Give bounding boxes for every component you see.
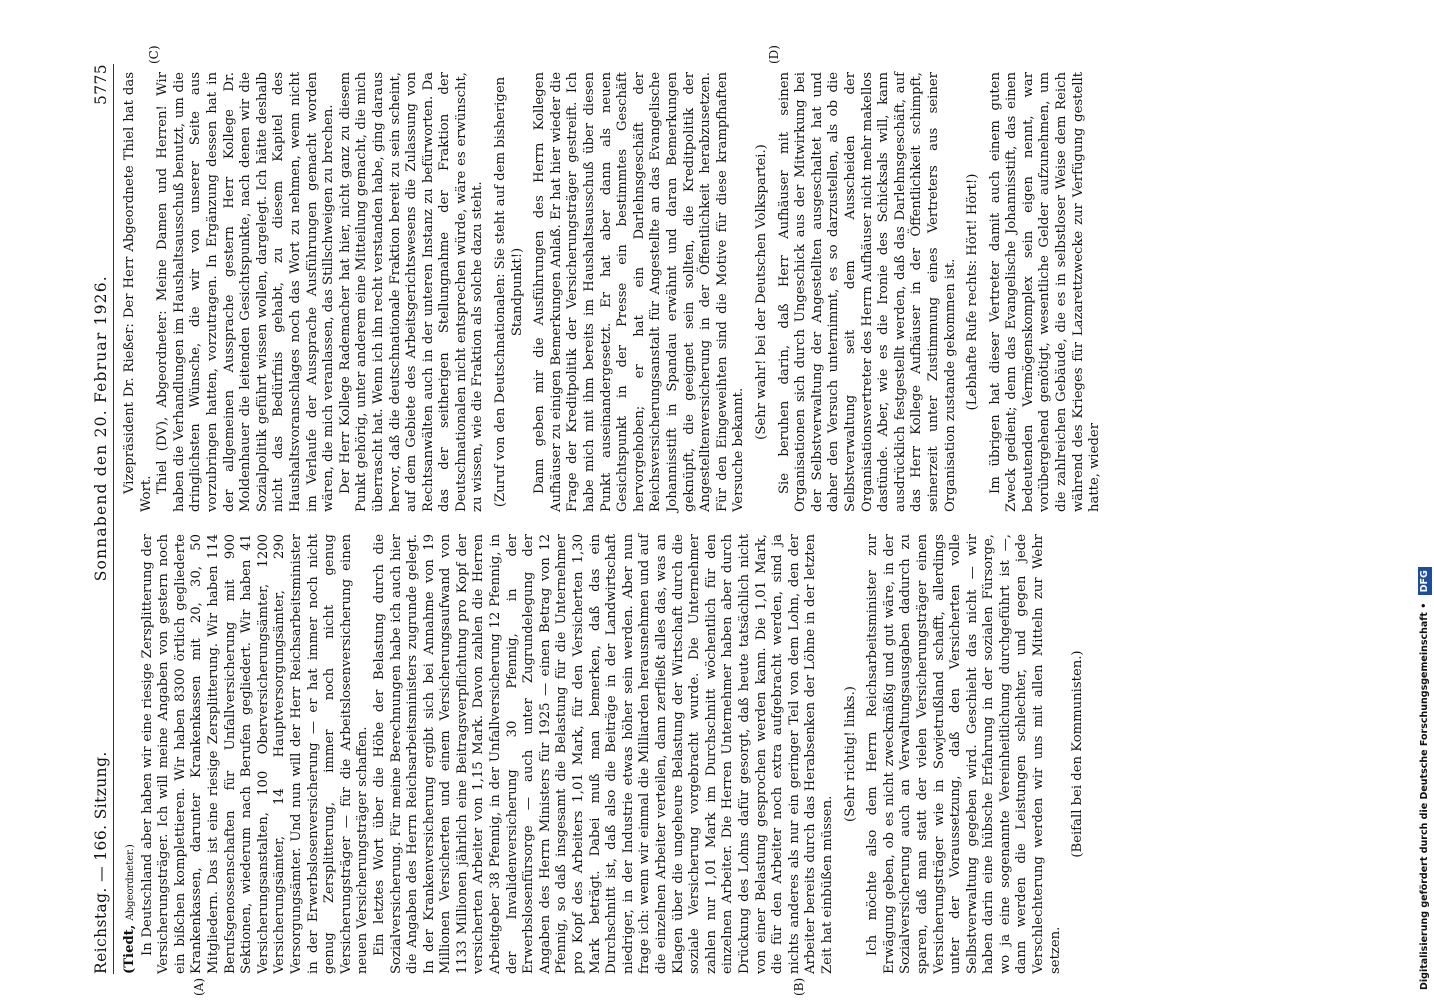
margin-mark-d: (D) bbox=[767, 45, 781, 64]
interjection: (Sehr wahr! bei der Deutschen Volkspartei.) bbox=[753, 144, 769, 440]
left-paragraph-2: Ein letztes Wort über die Höhe der Belastung durch die Sozialversicherung. Für meine Berechnungen habe ich auch hier die Angaben des Herrn Reichsarbeitsministers zugrunde gelegt. In der Krankenversicherung ergibt sich bei Annahme von 19 Millionen Versicherten und einem Versicherungsaufwand von 1133 Millionen jährlich eine Beitragsverpflichtung pro Kopf der versicherten Arbeiter von 1,15 Mark. Davon zahlen die Herren Arbeitgeber 38 Pfennig, in der Unfallversicherung 12 Pfennig, in der Invalidenversicherung 30 Pfennig, in der Erwerbslosenfürsorge — auch unter Zugrundelegung der Angaben des Herrn Ministers für 1925 — einen Betrag von 12 Pfennig, so daß insgesamt die Belastung für die Unternehmer pro Kopf des Arbeiters 1,01 Mark, für den Versicherten 1,30 Mark beträgt. Dabei muß man bemerken, daß das ein Durchschnitt ist, daß also die Beiträge in der Landwirtschaft niedriger, in der Industrie etwas höher sein werden. Aber nun frage ich: wenn wir einmal die Milliarden herausnehmen und auf die einzelnen Arbeiter verteilen, dann zerfließt alles das, was an Klagen über die ungeheure Belastung der Wirtschaft durch die soziale Versicherung vorgebracht wurde. Die Unternehmer zahlen nur 1,01 Mark im Durchschnitt wöchentlich für den einzelnen Arbeiter. Die Herren Unternehmer haben aber durch Drückung des Lohns dafür gesorgt, daß heute tatsächlich nicht von einer Belastung gesprochen werden kann. Die 1,01 Mark, die für den Arbeiter noch extra aufgebracht werden, sind ja nichts anderes als nur ein geringer Teil von dem Lohn, den der Arbeiter bereits durch das Herabsenken der Löhne in der letzten Zeit hat einbüßen müssen. bbox=[371, 534, 835, 974]
margin-mark-c: (C) bbox=[147, 45, 161, 64]
digitization-note: Digitalisierung gefördert durch die Deutsche Forschungsgemeinschaft • DFG bbox=[1418, 10, 1432, 990]
margin-mark-a: (A) bbox=[192, 977, 206, 996]
dfg-logo: DFG bbox=[1418, 567, 1432, 595]
margin-mark-b: (B) bbox=[792, 977, 806, 996]
header-left: Reichstag. — 166. Sitzung. bbox=[92, 751, 111, 974]
digitization-text: Digitalisierung gefördert durch die Deutsche Forschungsgemeinschaft bbox=[1419, 612, 1430, 990]
right-paragraph-3: Der Herr Kollege Rademacher hat hier, nicht ganz zu diesem Punkt gehörig, unter anderem eine Mitteilung gemacht, die mich überrascht hat. Wenn ich ihn recht verstanden habe, ging daraus hervor, daß die deutschnationale Fraktion bereit zu sein scheint, auf dem Gebiete des Arbeitsgerichtswesens die Zulassung von Rechtsanwälten auch in der unteren Instanz zu befürworten. Da das der seitherigen Stellungnahme der Fraktion der Deutschnationalen nicht entsprechen würde, wäre es erwünscht, zu wissen, wie die Fraktion als solche dazu steht. bbox=[337, 72, 486, 512]
right-paragraph-2: Thiel (DV), Abgeordneter: Meine Damen und Herren! Wir haben die Verhandlungen im Haushaltsausschuß benutzt, um die dringlichsten Wünsche, die wir von unserer Seite aus vorzubringen hatten, vorzutragen. In Ergänzung dessen hat in der allgemeinen Aussprache gestern Herr Kollege Dr. Moldenhauer die leitenden Gesichtspunkte, nach denen wir die Sozialpolitik geführt wissen wollen, dargelegt. Ich hätte deshalb nicht das Bedürfnis gehabt, zu diesem Kapitel des Haushaltsvoranschlages noch das Wort zu nehmen, wenn nicht im Verlaufe der Aussprache Ausführungen gemacht worden wären, die mich veranlassen, das Stillschweigen zu brechen. bbox=[155, 72, 337, 512]
applause-note: (Beifall bei den Kommunisten.) bbox=[1070, 650, 1086, 858]
left-column bbox=[122, 534, 1322, 974]
right-column bbox=[122, 72, 1322, 512]
running-head bbox=[86, 64, 110, 974]
right-paragraph-6: Im übrigen hat dieser Vertreter damit auch einem guten Zweck gedient; denn das Evangelische Johannisstift, das einen bedeutenden Vermögenskomplex sein eigen nennt, war vorübergehend genötigt, wesentliche Gelder aufzunehmen, um die zahlreichen Gebäude, die es in selbstloser Weise dem Reich während des Krieges für Lazarettzwecke zur Verfügung gestellt hatte, wieder bbox=[987, 72, 1103, 512]
printed-sheet bbox=[86, 45, 1326, 996]
right-paragraph-4: Dann geben mir die Ausführungen des Herrn Kollegen Aufhäuser zu einigen Bemerkungen Anlaß. Er hat hier wieder die Frage der Kreditpolitik der Versicherungsträger gestreift. Ich habe mich mit ihm bereits im Haushaltsausschuß über diesen Punkt auseinandergesetzt. Er hat aber dann als neuen Gesichtspunkt in der Presse ein bestimmtes Geschäft hervorgehoben; er hat ein Darlehnsgeschäft der Reichsversicherungsanstalt für Angestellte an das Evangelische Johannisstift in Spandau erwähnt und daran Bemerkungen geknüpft, die geeignet sein sollten, die Kreditpolitik der Angestelltenversicherung in der Öffentlichkeit herabzusetzen. Für den Eingeweihten sind die Motive für diese krampfhaften Versuche bekannt. bbox=[532, 72, 747, 512]
interjection: (Lebhafte Rufe rechts: Hört! Hört!) bbox=[965, 173, 981, 411]
header-date: Sonnabend den 20. Februar 1926. bbox=[92, 275, 111, 582]
speaker-role: Abgeordneter.) bbox=[125, 844, 136, 921]
right-paragraph-1: Vizepräsident Dr. Rießer: Der Herr Abgeordnete Thiel hat das Wort. bbox=[122, 72, 154, 512]
speaker-tag: (Tiedt, bbox=[122, 924, 137, 974]
speaker-line bbox=[122, 534, 140, 974]
right-paragraph-5: Sie beruhen darin, daß Herr Aufhäuser mit seinen Organisationen sich durch Ungeschick aus der Mitwirkung bei der Selbstverwaltung der Angestellten ausgeschaltet hat und daher den Versuch unternimmt, es so darzustellen, als ob die Selbstverwaltung seit dem Ausscheiden der Organisationsvertreter des Herrn Aufhäuser nicht mehr makellos dastünde. Aber, wie es die Ironie des Schicksals will, kann ausdrücklich festgestellt werden, daß das Darlehnsgeschäft, auf das Herr Kollege Aufhäuser in der Öffentlichkeit schimpft, seinerzeit unter Zustimmung eines Vertreters aus seiner Organisation zustande gekommen ist. bbox=[776, 72, 958, 512]
left-paragraph-1: In Deutschland aber haben wir eine riesige Zersplitterung der Versicherungsträger. Ich will meine Angaben von gestern noch ein bißchen komplettieren. Wir haben 8300 örtlich gegliederte Krankenkassen, darunter Krankenkassen mit 20, 30, 50 Mitgliedern. Das ist eine riesige Zersplitterung. Wir haben 114 Berufsgenossenschaften für Unfallversicherung mit 900 Sektionen, wiederum nach Berufen gegliedert. Wir haben 41 Versicherungsanstalten, 100 Oberversicherungsämter, 1200 Versicherungsämter, 14 Hauptversorgungsämter, 290 Versorgungsämter. Und nun will der Herr Reichsarbeitsminister in der Erwerbslosenversicherung — er hat immer noch nicht genug Zersplitterung, immer noch nicht genug Versicherungsträger — für die Arbeitslosenversicherung einen neuen Versicherungsträger schaffen. bbox=[139, 534, 371, 974]
header-rule bbox=[113, 64, 114, 974]
page-number: 5775 bbox=[92, 64, 111, 106]
interjection: (Sehr richtig! links.) bbox=[842, 686, 858, 822]
left-paragraph-3: Ich möchte also dem Herrn Reichsarbeitsminister zur Erwägung geben, ob es nicht zweckmäßig und gut wäre, in der Sozialversicherung auch an Verwaltungsausgaben dadurch zu sparen, daß man statt der vielen Versicherungsträger einen Versicherungsträger wie in Sowjetrußland schafft, allerdings unter der Voraussetzung, daß den Versicherten volle Selbstverwaltung gegeben wird. Geschieht das nicht — wir haben darin eine hübsche Erfahrung in der sozialen Fürsorge, wo ja eine sogenannte Vereinheitlichung durchgeführt ist —, dann werden die Leistungen schlechter, und gegen jede Verschlechterung werden wir uns mit allen Mitteln zur Wehr setzen. bbox=[865, 534, 1063, 974]
interjection: (Zuruf von den Deutschnationalen: Sie steht auf dem bisherigen Standpunkt!) bbox=[493, 76, 525, 508]
